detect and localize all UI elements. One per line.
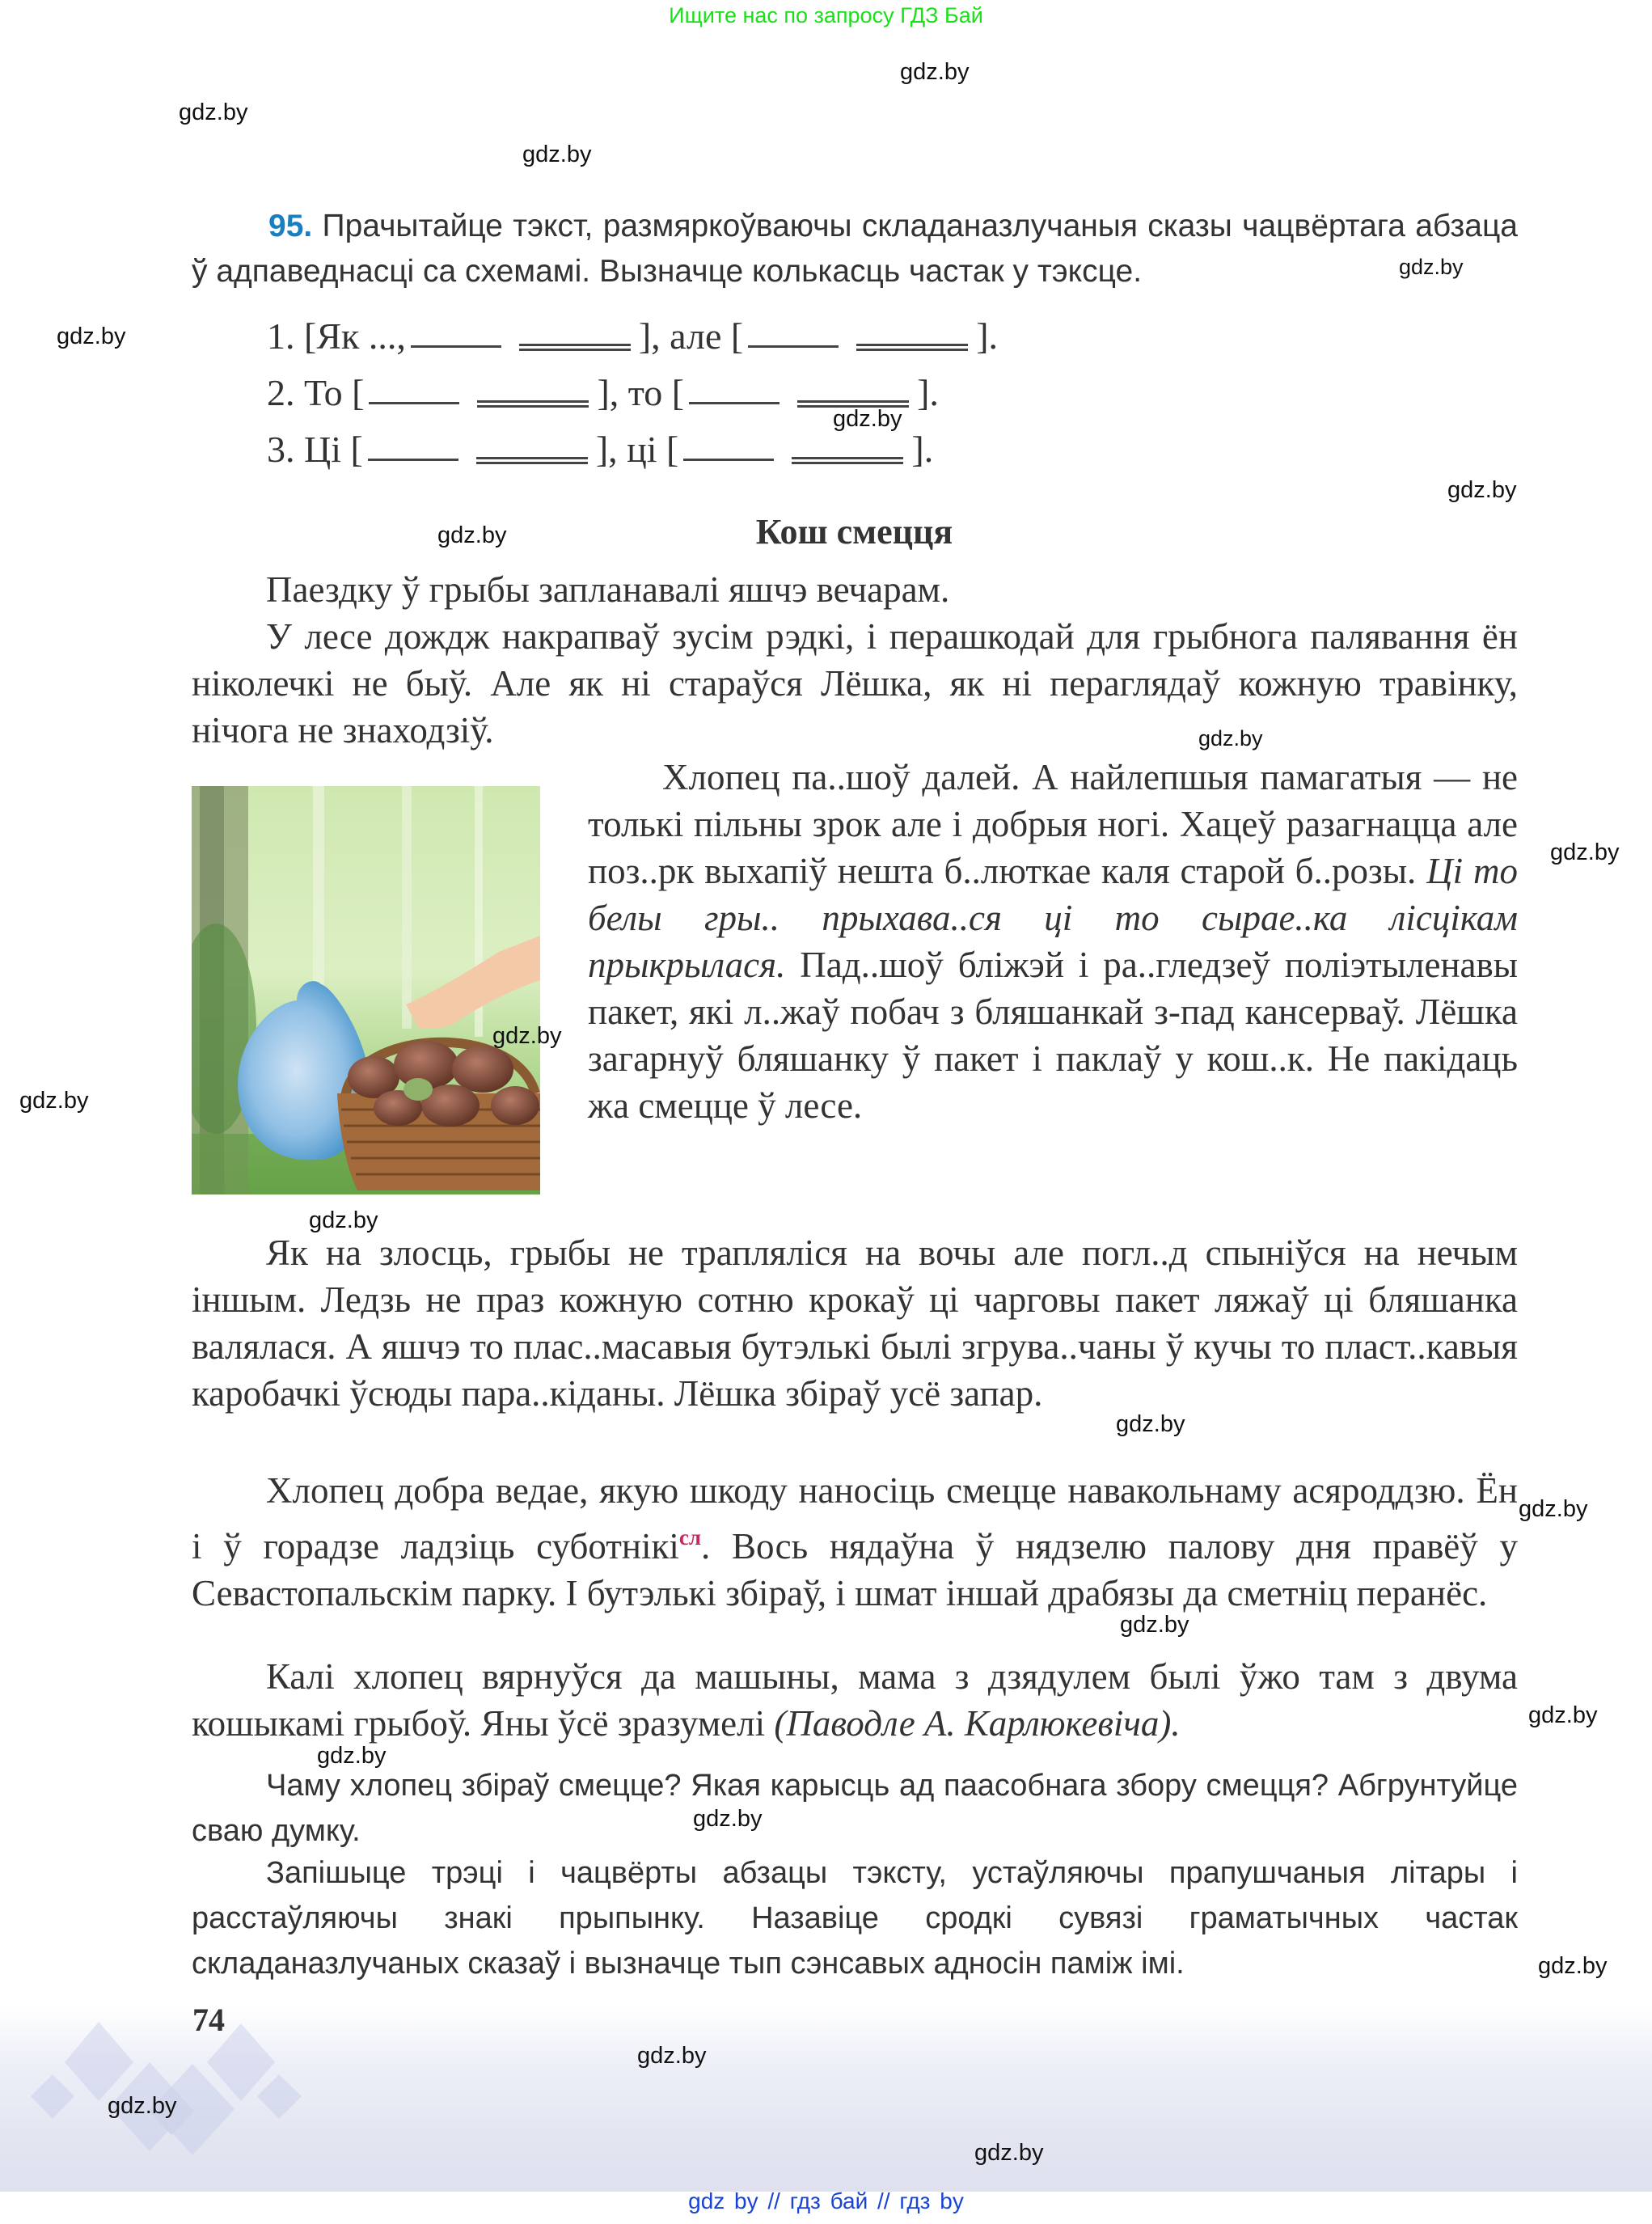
predicate-line-icon xyxy=(792,457,903,464)
paragraph-text: Пад..шоў бліжэй і ра..гледзеў поліэтыленавы пакет, які л..жаў побач з бляшанкай з-пад кансерваў. Лёшка загарнуў бляшанку ў пакет і паклаў у кош..к. Не пакідаць жа смецце ў лесе. xyxy=(588,945,1519,1126)
bottom-site-links[interactable]: gdz by // гдз бай // гдз by xyxy=(688,2188,964,2213)
paragraph-6 xyxy=(192,1653,1518,1747)
paragraph-text: Паездку ў грыбы запланавалі яшчэ вечарам. xyxy=(266,569,950,610)
watermark: gdz.by xyxy=(900,59,970,85)
predicate-line-icon xyxy=(477,400,589,408)
scheme-prefix: 1. [Як ..., xyxy=(267,315,406,357)
exercise-instruction xyxy=(192,204,1518,294)
watermark: gdz.by xyxy=(57,323,126,349)
scheme-conjunction: ], то [ xyxy=(597,372,685,413)
paragraph-text: Калі хлопец вярнуўся да машыны, мама з дзядулем былі ўжо там з двума кошыкамі грыбоў. Яны ўсё зразумелі xyxy=(192,1656,1518,1744)
watermark: gdz.by xyxy=(19,1088,89,1114)
watermark: gdz.by xyxy=(1519,1496,1588,1522)
scheme-row-1 xyxy=(267,301,998,357)
exercise-text: Прачытайце тэкст, размяркоўваючы складаназлучаныя сказы чацвёртага абзаца ў адпаведнасці са схемамі. Вызначце колькасць частак у тэксце. xyxy=(192,209,1518,289)
top-banner: Ищите нас по запросу ГДЗ Бай xyxy=(669,3,983,27)
scheme-end: ]. xyxy=(911,429,934,470)
paragraph-2 xyxy=(192,613,1518,754)
scheme-prefix: 2. То [ xyxy=(267,372,365,413)
paragraph-text: Як на злосць, грыбы не трапляліся на вочы але погл..д спыніўся на нечым іншым. Ледзь не праз кожную сотню крокаў ці чарговы пакет ляжаў ці бляшанка валялася. А яшчэ то плас..масавыя бутэлькі былі згрува..чаны ў кучы то пласт..кавыя каробачкі ўсюды пара..кіданы. Лёшка збіраў усё запар. xyxy=(192,1233,1518,1414)
watermark: gdz.by xyxy=(1198,726,1263,750)
paragraph-4 xyxy=(192,1229,1518,1417)
watermark: gdz.by xyxy=(1538,1953,1608,1979)
paragraph-1 xyxy=(192,566,1518,613)
paragraph-text: . Вось нядаўна ў нядзелю палову дня правёў у Севастопальскім парку. І бутэлькі збіраў, і шмат іншай драбязы да сметніц перанёс. xyxy=(192,1526,1519,1613)
subject-line-icon xyxy=(369,402,459,404)
watermark: gdz.by xyxy=(317,1743,387,1769)
source-attribution: (Паводле А. Карлюкевіча). xyxy=(774,1703,1181,1744)
scheme-conjunction: ], але [ xyxy=(638,315,744,357)
scheme-prefix: 3. Ці [ xyxy=(267,429,363,470)
forest-mushroom-basket-icon xyxy=(192,786,540,1194)
watermark: gdz.by xyxy=(1399,255,1464,279)
watermark: gdz.by xyxy=(492,1023,562,1049)
scheme-end: ]. xyxy=(976,315,999,357)
paragraph-text: Хлопец па..шоў далей. А найлепшыя памагатыя — не толькі пільны зрок але і добрыя ногі. Хацеў разагнацца але поз..рк выхапіў нешта б..люткае каля старой б..розы. xyxy=(588,757,1518,891)
predicate-line-icon xyxy=(476,457,588,464)
subject-line-icon xyxy=(748,345,839,348)
paragraph-5 xyxy=(192,1467,1518,1617)
paragraph-3 xyxy=(588,754,1518,1129)
watermark: gdz.by xyxy=(437,522,507,548)
question-1: Чаму хлопец збіраў смецце? Якая карысць ад паасобнага збору смецця? Абгрунтуйце сваю думку. xyxy=(192,1769,1518,1848)
watermark: gdz.by xyxy=(1447,477,1517,503)
watermark: gdz.by xyxy=(833,406,902,432)
footer-band xyxy=(0,2006,1652,2192)
subject-line-icon xyxy=(689,402,780,404)
subject-line-icon xyxy=(411,345,501,348)
predicate-line-icon xyxy=(519,344,631,351)
watermark: gdz.by xyxy=(1116,1411,1185,1437)
sentence-schemes xyxy=(267,301,998,471)
question-2: Запішыце трэці і чацвёрты абзацы тэксту, устаўляючы прапушчаныя літары і расстаўляючы знакі прыпынку. Назавіце сродкі сувязі граматычных частак складаназлучаных сказаў і вызначце тып сэнсавых адносін паміж імі. xyxy=(192,1856,1518,1981)
predicate-line-icon xyxy=(856,344,968,351)
watermark: gdz.by xyxy=(1528,1702,1598,1728)
scheme-conjunction: ], ці [ xyxy=(595,429,679,470)
watermark: gdz.by xyxy=(1550,839,1620,865)
watermark: gdz.by xyxy=(974,2140,1044,2166)
dictionary-mark: сл xyxy=(678,1525,702,1550)
paragraph-text: Хлопец добра ведае, якую шкоду наносіць смецце навакольнаму асяроддзю. Ён і ў горадзе ладзіць суботнікі xyxy=(192,1470,1518,1567)
watermark: gdz.by xyxy=(179,99,248,125)
paragraph-text: У лесе дождж накрапваў зусім рэдкі, і перашкодай для грыбнога палявання ён ніколечкі не быў. Але як ні стараўся Лёшка, як ні пераглядаў кожную травінку, нічога не знаходзіў. xyxy=(192,616,1518,750)
illustration-photo xyxy=(192,786,540,1194)
watermark: gdz.by xyxy=(693,1806,763,1832)
exercise-number: 95. xyxy=(268,209,313,243)
watermark: gdz.by xyxy=(309,1207,378,1233)
watermark: gdz.by xyxy=(108,2093,177,2119)
watermark: gdz.by xyxy=(637,2043,707,2069)
subject-line-icon xyxy=(683,459,774,461)
scheme-end: ]. xyxy=(917,372,939,413)
page-number: 74 xyxy=(192,2002,225,2038)
watermark: gdz.by xyxy=(1120,1612,1189,1638)
paragraph-italic-text: Ці то белы гры.. прыхава..ся ці то сырае..ка лісцікам прыкрылася. xyxy=(588,851,1518,985)
story-title: Кош смецця xyxy=(755,512,953,552)
subject-line-icon xyxy=(368,459,458,461)
watermark: gdz.by xyxy=(522,142,592,167)
